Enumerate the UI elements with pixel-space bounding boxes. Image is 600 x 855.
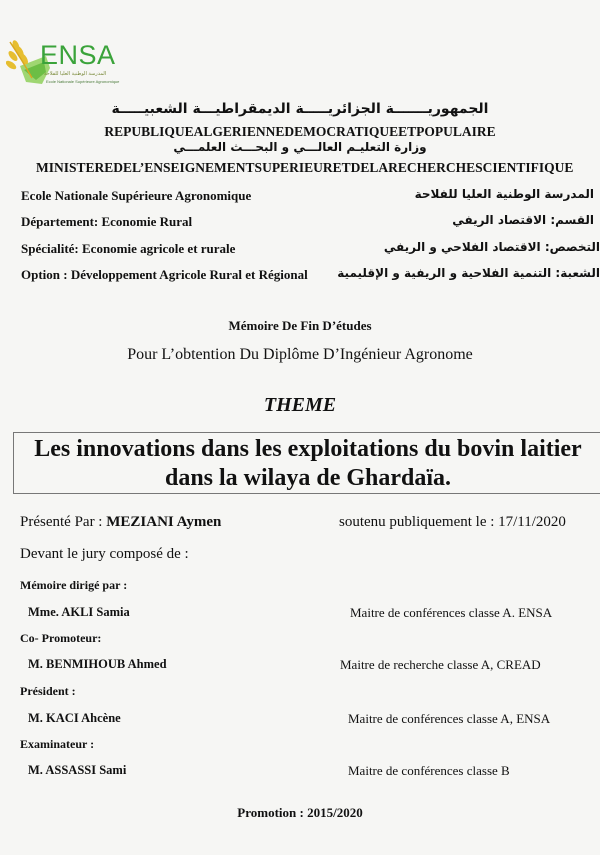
option: Option : Développement Agricole Rural et Régional [21,267,308,282]
logo-subtitle-french: Ecole Nationale Supérieure Agronomique [46,79,120,84]
thesis-title-line-1: Les innovations dans les exploitations du bovin laitier [34,436,582,462]
jury-role-examiner: Maitre de conférences classe B [348,763,510,778]
presented-by-label: Présenté Par : [20,514,107,530]
memoire-type: Mémoire De Fin D’études [228,318,372,333]
author-name: MEZIANI Aymen [106,514,222,530]
promotion: Promotion : 2015/2020 [237,805,363,820]
jury-role-president: Maitre de conférences classe A, ENSA [348,711,551,726]
republic-french: REPUBLIQUEALGERIENNEDEMOCRATIQUEETPOPULAIRE [104,124,496,139]
thesis-title-line-2: dans la wilaya de Ghardaïa. [164,465,452,491]
speciality-arabic: التخصص: الاقتصاد الفلاحي و الريفي [383,240,600,254]
diploma-purpose: Pour L’obtention Du Diplôme D’Ingénieur Agronome [127,346,473,363]
jury-name-examiner: M. ASSASSI Sami [28,763,127,777]
option-arabic: الشعبة: التنمية الفلاحية و الريفية و الإقليمية [337,266,600,280]
jury-label-president: Président : [20,684,76,698]
school-name: Ecole Nationale Supérieure Agronomique [21,188,252,203]
department: Département: Economie Rural [21,214,193,229]
jury-role-co-promoter: Maitre de recherche classe A, CREAD [340,657,541,672]
department-arabic: القسم: الاقتصاد الريفي [452,213,594,227]
ministry-french: MINISTEREDEL’ENSEIGNEMENTSUPERIEURETDELARECHERCHESCIENTIFIQUE [36,160,574,175]
jury-label-co-promoter: Co- Promoteur: [20,631,102,645]
ministry-arabic: وزارة التعليـم العالـــي و البحـــث العلمـــي [173,140,427,154]
jury-label-examiner: Examinateur : [20,737,95,751]
logo-subtitle-arabic: المدرسة الوطنية العليا للفلاحة [44,71,107,77]
jury-name-supervisor: Mme. AKLI Samia [28,605,130,619]
jury-name-president: M. KACI Ahcène [28,711,121,725]
theme-label: THEME [263,394,337,416]
jury-role-supervisor: Maitre de conférences classe A. ENSA [350,605,553,620]
jury-intro: Devant le jury composé de : [20,546,189,562]
jury-name-co-promoter: M. BENMIHOUB Ahmed [28,657,167,671]
logo-text: ENSA [40,40,116,70]
jury-label-supervisor: Mémoire dirigé par : [20,578,128,592]
school-name-arabic: المدرسة الوطنية العليا للفلاحة [414,187,594,201]
speciality: Spécialité: Economie agricole et rurale [21,241,236,256]
republic-arabic: الجمهوريـــــــة الجزائريـــــة الديمقراطيـــة الشعبيـــــة [111,101,489,117]
ensa-logo [6,38,120,90]
presented-by [20,514,221,531]
defense-date: soutenu publiquement le : 17/11/2020 [339,514,566,530]
